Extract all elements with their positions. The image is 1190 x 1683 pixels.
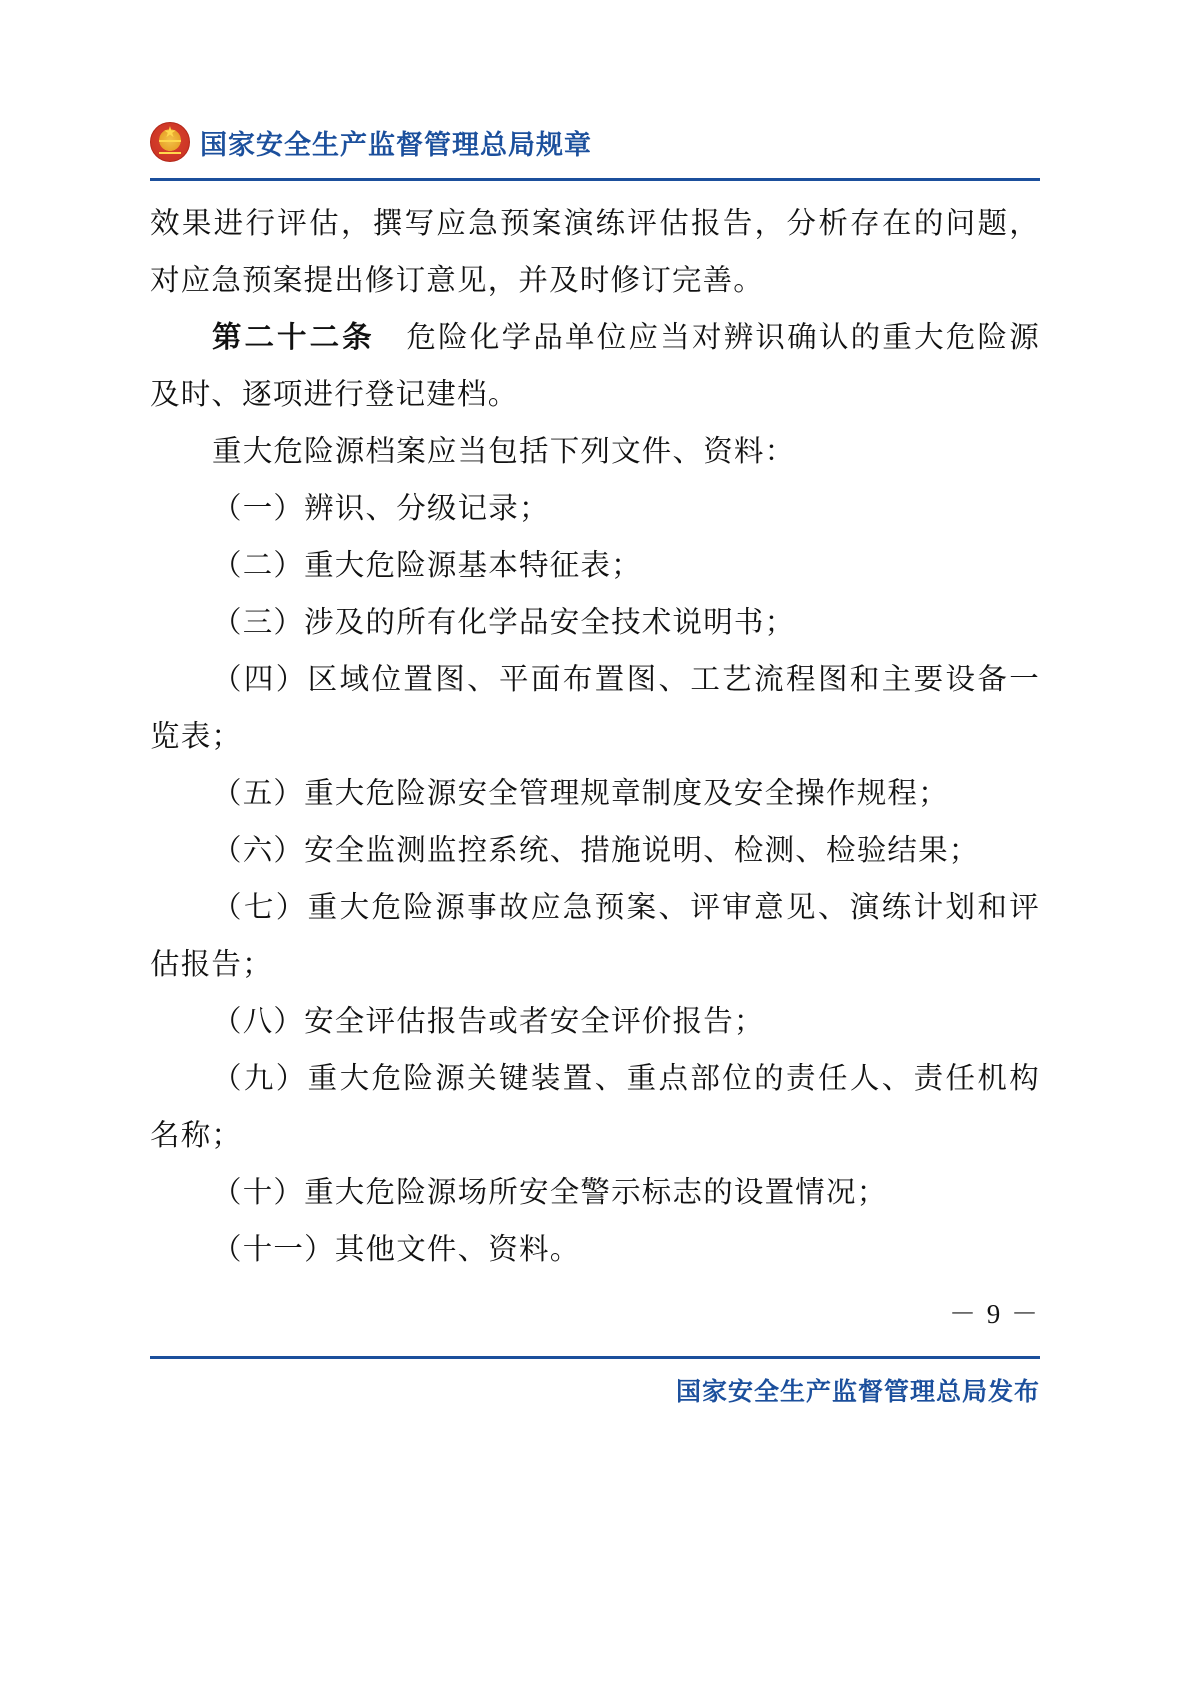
article-22-text: 危险化学品单位应当对辨识确认的重大危险源及时、逐项进行登记建档。 (150, 322, 1040, 411)
paragraph-archive-intro: 重大危险源档案应当包括下列文件、资料： (212, 436, 796, 468)
list-item-8: （八）安全评估报告或者安全评价报告； (212, 1006, 765, 1038)
paragraph-article-22 (150, 310, 1040, 424)
list-item-2: （二）重大危险源基本特征表； (212, 550, 642, 582)
header-divider (150, 178, 1040, 181)
document-header (150, 112, 1040, 172)
list-item-11: （十一）其他文件、资料。 (212, 1234, 581, 1266)
list-item-3: （三）涉及的所有化学品安全技术说明书； (212, 607, 796, 639)
list-item-1: （一）辨识、分级记录； (212, 493, 550, 525)
footer-divider (150, 1356, 1040, 1359)
list-item-10: （十）重大危险源场所安全警示标志的设置情况； (212, 1177, 888, 1209)
paragraph-continuation: 效果进行评估，撰写应急预案演练评估报告，分析存在的问题，对应急预案提出修订意见，并及时修订完善。 (150, 208, 1040, 297)
list-item-7: （七）重大危险源事故应急预案、评审意见、演练计划和评估报告； (150, 892, 1040, 981)
national-emblem-icon (150, 122, 190, 162)
footer-issuer: 国家安全生产监督管理总局发布 (675, 1378, 1040, 1406)
list-item-5: （五）重大危险源安全管理规章制度及安全操作规程； (212, 778, 949, 810)
list-item-6: （六）安全监测监控系统、措施说明、检测、检验结果； (212, 835, 980, 867)
article-number-label: 第二十二条 (212, 322, 375, 354)
page-number: － 9 － (949, 1299, 1040, 1329)
list-item-9: （九）重大危险源关键装置、重点部位的责任人、责任机构名称； (150, 1063, 1040, 1152)
list-item-4: （四）区域位置图、平面布置图、工艺流程图和主要设备一览表； (150, 664, 1040, 753)
header-title: 国家安全生产监督管理总局规章 (200, 129, 592, 160)
document-body (150, 196, 1040, 1279)
